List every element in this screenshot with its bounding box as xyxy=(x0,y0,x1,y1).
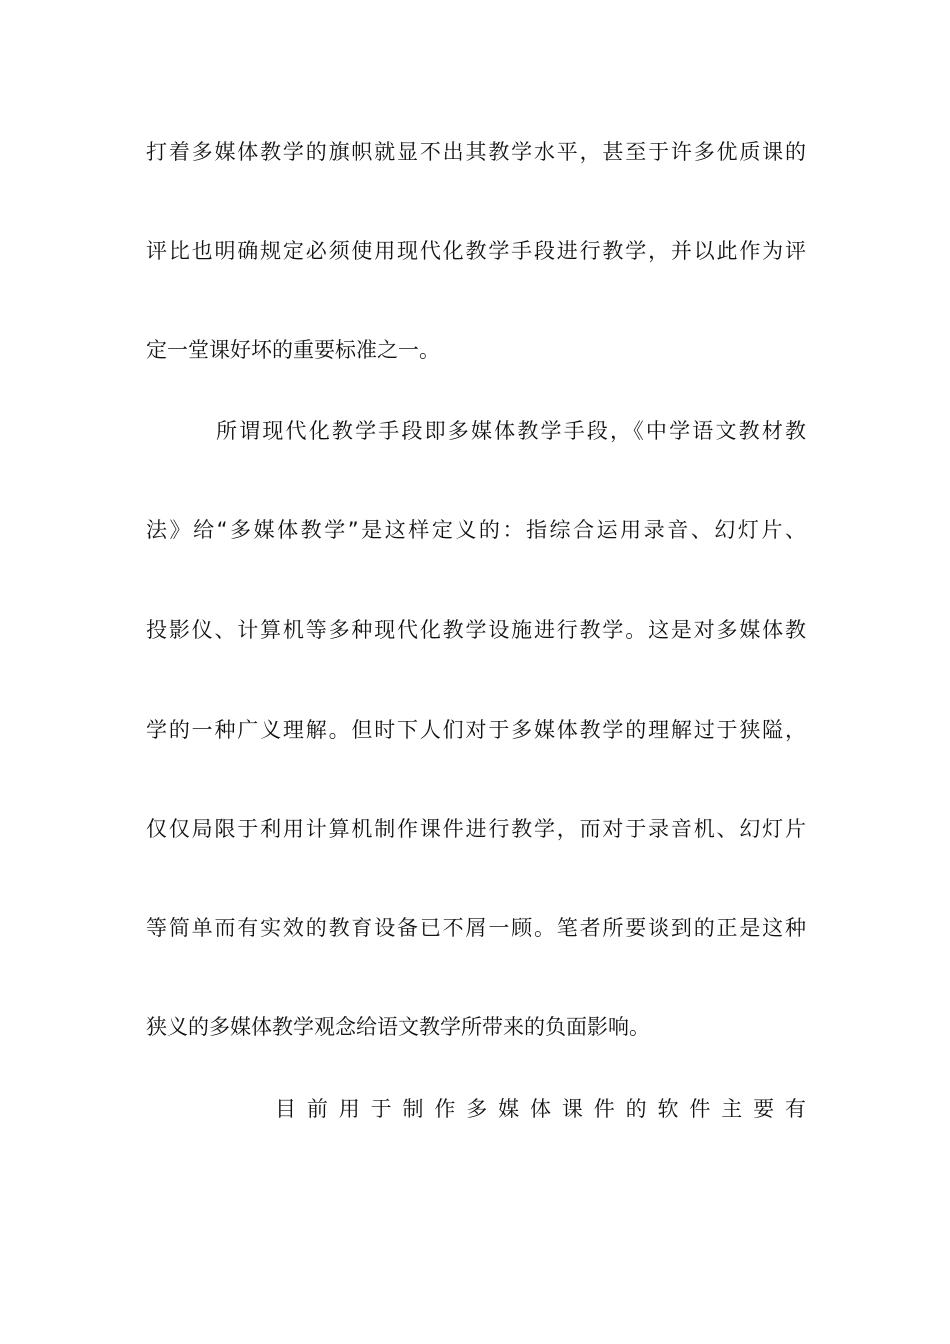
body-text-line: 打着多媒体教学的旗帜就显不出其教学水平，甚至于许多优质课的 xyxy=(146,140,806,164)
paragraph-first-line: 目前用于制作多媒体课件的软件主要有 xyxy=(275,1097,806,1121)
body-text-line: 学的一种广义理解。但时下人们对于多媒体教学的理解过于狭隘， xyxy=(146,718,806,742)
paragraph-first-line: 所谓现代化教学手段即多媒体教学手段，《中学语文教材教 xyxy=(216,419,806,443)
body-text-line: 定一堂课好坏的重要标准之一。 xyxy=(146,338,440,362)
body-text-line: 等简单而有实效的教育设备已不屑一顾。笔者所要谈到的正是这种 xyxy=(146,916,806,940)
body-text-line: 仅仅局限于利用计算机制作课件进行教学，而对于录音机、幻灯片 xyxy=(146,817,806,841)
body-text-line: 投影仪、计算机等多种现代化教学设施进行教学。这是对多媒体教 xyxy=(146,618,806,642)
body-text-line: 狭义的多媒体教学观念给语文教学所带来的负面影响。 xyxy=(146,1015,650,1039)
body-text-line: 法》给“多媒体教学”是这样定义的：指综合运用录音、幻灯片、 xyxy=(146,518,806,542)
body-text-line: 评比也明确规定必须使用现代化教学手段进行教学，并以此作为评 xyxy=(146,239,806,263)
